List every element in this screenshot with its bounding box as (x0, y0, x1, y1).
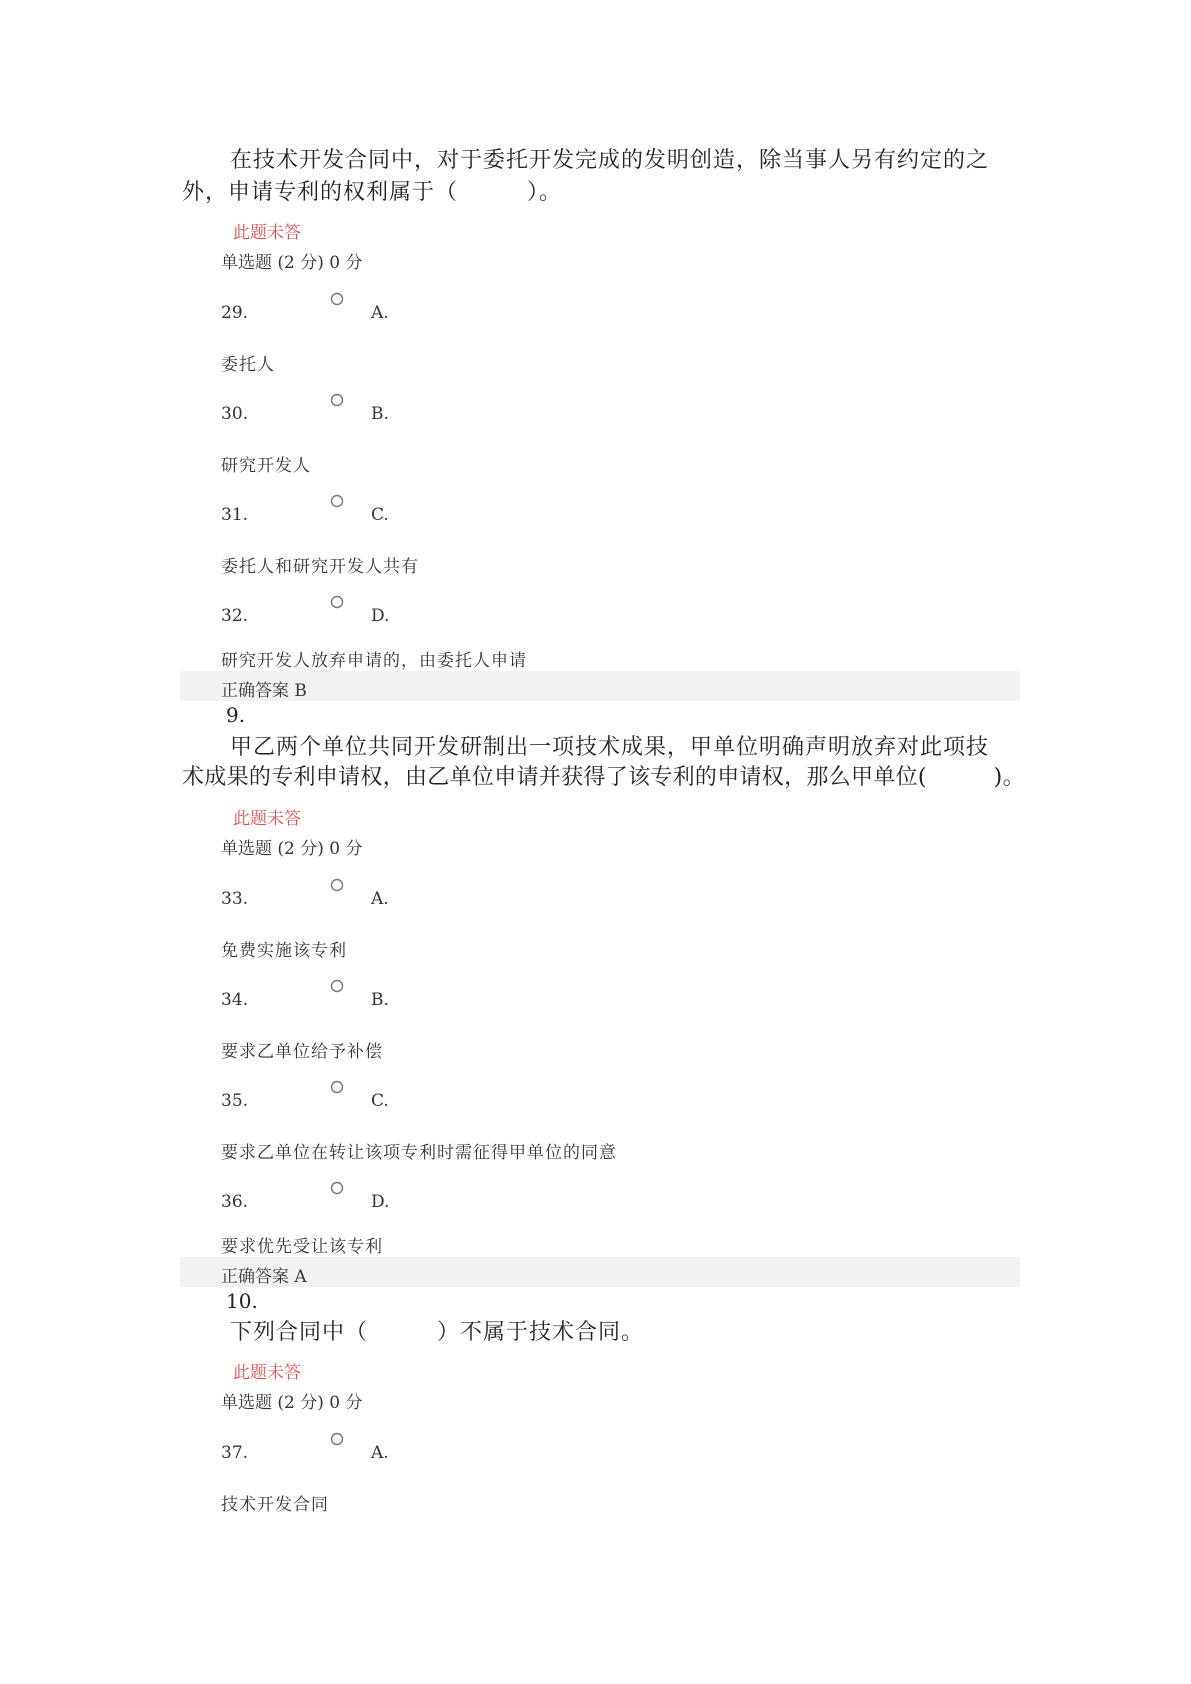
correct-answer: 正确答案 B (221, 681, 307, 701)
option-number: 35. (221, 1091, 249, 1111)
option-letter: D. (371, 1192, 390, 1212)
question-number: 9. (226, 703, 246, 727)
unanswered-status: 此题未答 (233, 1363, 301, 1383)
option-letter: D. (371, 606, 390, 626)
option-text: 要求乙单位给予补偿 (221, 1042, 383, 1062)
radio-button[interactable] (330, 393, 342, 405)
option-letter: B. (371, 990, 389, 1010)
option-letter: A. (371, 1443, 389, 1463)
option-text: 委托人和研究开发人共有 (221, 557, 419, 577)
option-number: 34. (221, 990, 249, 1010)
question-stem-line1: 在技术开发合同中，对于委托开发完成的发明创造，除当事人另有约定的之 (230, 148, 990, 173)
unanswered-status: 此题未答 (233, 809, 301, 829)
option-number: 32. (221, 606, 249, 626)
radio-button[interactable] (330, 1432, 342, 1444)
option-text: 委托人 (221, 355, 275, 375)
option-text: 要求乙单位在转让该项专利时需征得甲单位的同意 (221, 1143, 617, 1163)
radio-button[interactable] (330, 979, 342, 991)
option-letter: A. (371, 889, 389, 909)
option-letter: B. (371, 404, 389, 424)
unanswered-status: 此题未答 (233, 223, 301, 243)
question-meta: 单选题 (2 分) 0 分 (221, 1393, 363, 1413)
option-number: 37. (221, 1443, 249, 1463)
option-number: 30. (221, 404, 249, 424)
correct-answer: 正确答案 A (221, 1267, 307, 1287)
question-stem-line1: 下列合同中（ ）不属于技术合同。 (230, 1320, 645, 1345)
question-stem-line2: 术成果的专利申请权，由乙单位申请并获得了该专利的申请权，那么甲单位( )。 (182, 765, 1025, 790)
option-number: 31. (221, 505, 249, 525)
radio-button[interactable] (330, 494, 342, 506)
option-letter: C. (371, 1091, 389, 1111)
radio-button[interactable] (330, 1080, 342, 1092)
option-number: 29. (221, 303, 249, 323)
option-text: 免费实施该专利 (221, 941, 347, 961)
option-text: 研究开发人放弃申请的，由委托人申请 (221, 651, 527, 671)
question-number: 10. (226, 1289, 258, 1313)
radio-button[interactable] (330, 1181, 342, 1193)
radio-button[interactable] (330, 595, 342, 607)
radio-button[interactable] (330, 292, 342, 304)
option-number: 33. (221, 889, 249, 909)
question-stem-line1: 甲乙两个单位共同开发研制出一项技术成果，甲单位明确声明放弃对此项技 (230, 735, 990, 760)
option-number: 36. (221, 1192, 249, 1212)
option-text: 技术开发合同 (221, 1495, 329, 1515)
option-letter: A. (371, 303, 389, 323)
option-text: 研究开发人 (221, 456, 311, 476)
question-meta: 单选题 (2 分) 0 分 (221, 839, 363, 859)
question-stem-line2: 外，申请专利的权利属于（ ）。 (182, 180, 563, 205)
radio-button[interactable] (330, 878, 342, 890)
question-meta: 单选题 (2 分) 0 分 (221, 253, 363, 273)
option-text: 要求优先受让该专利 (221, 1237, 383, 1257)
option-letter: C. (371, 505, 389, 525)
